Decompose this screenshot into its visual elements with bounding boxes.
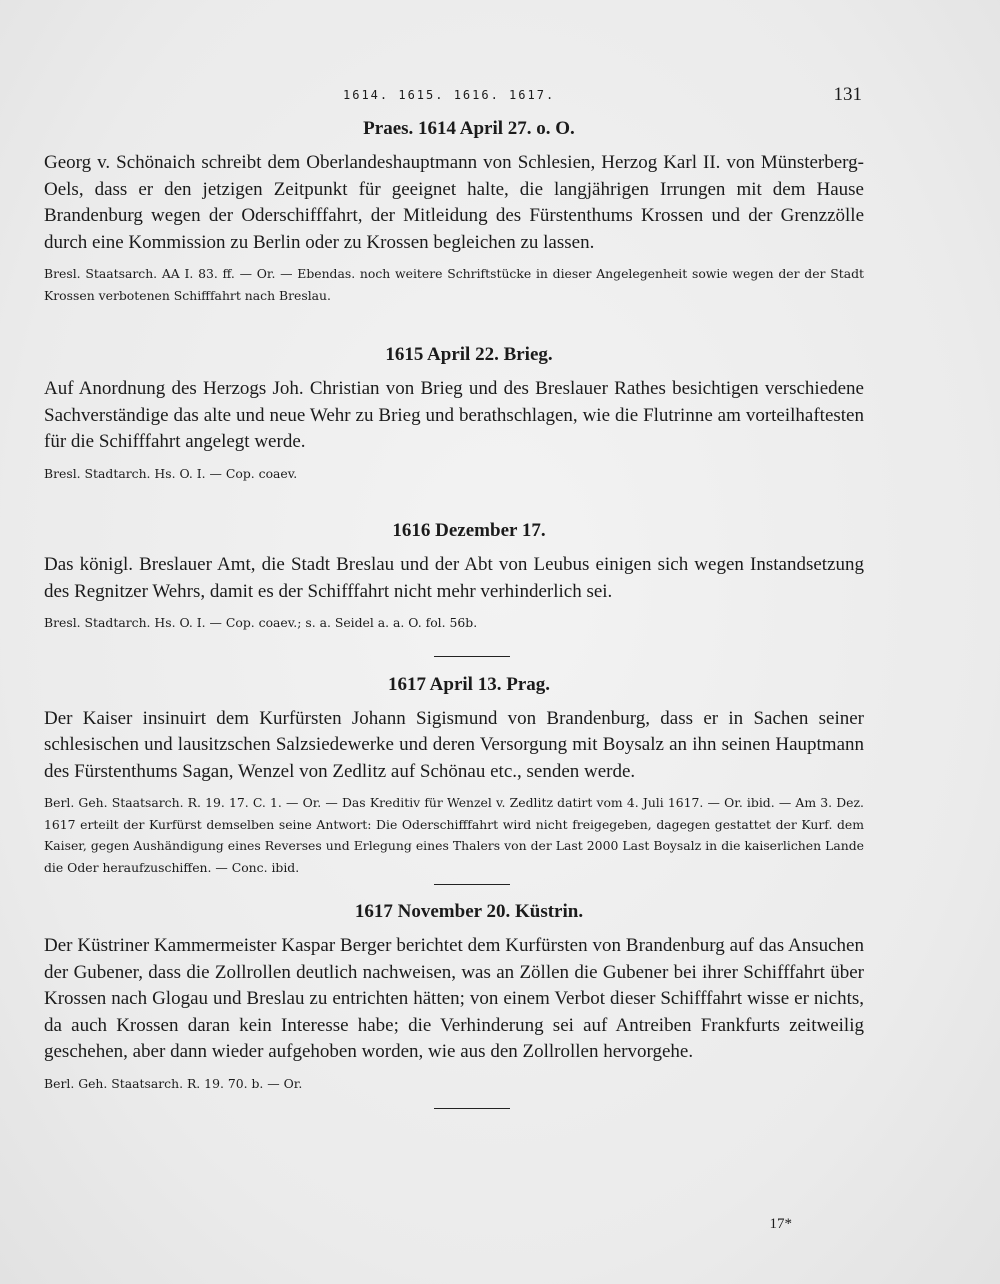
entry-heading: Praes. 1614 April 27. o. O. (363, 118, 575, 139)
section-divider (434, 884, 510, 885)
entry-body: Georg v. Schönaich schreibt dem Oberlandeshauptmann von Schlesien, Herzog Karl II. von Münsterberg-Oels, dass er den jetzigen Zeitpunkt für geeignet halte, die langjährigen Irrungen mit dem Hause Brandenburg wegen der Oderschifffahrt, der Mitleidung des Fürstenthums Krossen und der Grenzzölle durch eine Kommission zu Berlin oder zu Krossen begleichen zu lassen. (44, 152, 864, 253)
entry-source: Berl. Geh. Staatsarch. R. 19. 17. C. 1. — Or. — Das Kreditiv für Wenzel v. Zedlitz datirt vom 4. Juli 1617. — Or. ibid. — Am 3. Dez. 1617 erteilt der Kurfürst demselben seine Antwort: Die Oderschifffahrt wird nicht freigegeben, dagegen gestattet der Kurf. dem Kaiser, gegen Aushändigung eines Reverses und Erlegung eines Thalers von der Last 2000 Last Boysalz in die kaiserlichen Lande die Oder heraufzuschiffen. — Conc. ibid. (44, 795, 864, 875)
entry-1616 (44, 520, 864, 634)
entry-heading: 1617 April 13. Prag. (387, 673, 551, 695)
entry-source: Bresl. Stadtarch. Hs. O. I. — Cop. coaev.; s. a. Seidel a. a. O. fol. 56b. (44, 615, 478, 630)
entry-body: Das königl. Breslauer Amt, die Stadt Breslau und der Abt von Leubus einigen sich wegen Instandsetzung des Regnitzer Wehrs, damit es der Schifffahrt nicht mehr verhinderlich sei. (44, 554, 864, 602)
entry-source: Bresl. Stadtarch. Hs. O. I. — Cop. coaev. (44, 465, 298, 481)
printer-signature: 17* (769, 1216, 792, 1232)
page-number: 131 (833, 84, 862, 105)
entry-1617-november (44, 901, 864, 1094)
section-divider (434, 656, 510, 657)
entry-source: Bresl. Staatsarch. AA I. 83. ff. — Or. — Ebendas. noch weitere Schriftstücke in dieser Angelegenheit sowie wegen der der Stadt Krossen verbotenen Schifffahrt nach Breslau. (44, 266, 864, 303)
entry-1617-april (44, 674, 864, 879)
entry-1614 (44, 118, 864, 306)
running-head-years: 1614. 1615. 1616. 1617. (343, 88, 556, 102)
entry-body: Der Kaiser insinuirt dem Kurfürsten Johann Sigismund von Brandenburg, dass er in Sachen seiner schlesischen und lausitzschen Salzsiedewerke und deren Versorgung mit Boysalz an ihn seinen Hauptmann des Fürstenthums Sagan, Wenzel von Zedlitz auf Schönau etc., senden werde. (44, 707, 864, 782)
entry-heading: 1615 April 22. Brieg. (385, 344, 553, 365)
entry-body: Der Küstriner Kammermeister Kaspar Berger berichtet dem Kurfürsten von Brandenburg auf das Ansuchen der Gubener, dass die Zollrollen deutlich nachweisen, was an Zöllen die Gubener bei ihrer Schifffahrt über Krossen nach Glogau und Breslau zu entrichten hätten; von einem Verbot dieser Schifffahrt wisse er nichts, da auch Krossen daran kein Interesse habe; die Verhinderung sei auf Antreiben Frankfurts zeitweilig geschehen, aber dann wieder aufgehoben worden, wie aus den Zollrollen hervorgehe. (44, 935, 864, 1062)
entry-source: Berl. Geh. Staatsarch. R. 19. 70. b. — Or. (44, 1075, 303, 1091)
entry-heading: 1617 November 20. Küstrin. (354, 901, 584, 922)
entry-1615 (44, 344, 864, 484)
entry-body: Auf Anordnung des Herzogs Joh. Christian von Brieg und des Breslauer Rathes besichtigen verschiedene Sachverständige das alte und neue Wehr zu Brieg und berathschlagen, wie die Flutrinne am vorteilhaftesten für die Schifffahrt angelegt werde. (44, 378, 864, 452)
page-content (44, 118, 864, 1109)
entry-heading: 1616 Dezember 17. (392, 520, 546, 541)
running-head (0, 84, 1000, 108)
section-divider (434, 1108, 510, 1109)
